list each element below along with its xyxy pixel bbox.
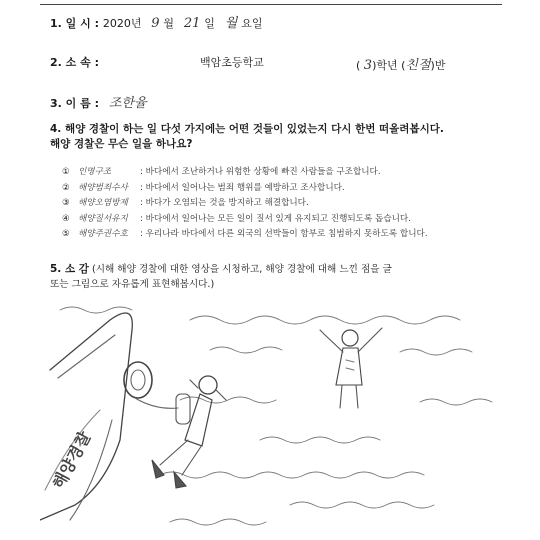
ship-lettering: 해양경찰 [48, 428, 95, 492]
item-description: : 바다가 오염되는 것을 방지하고 해결합니다. [140, 198, 309, 209]
date-weekday-unit: 요일 [241, 17, 263, 30]
list-item [62, 227, 512, 243]
item-label: 해양오염방제 [78, 198, 128, 209]
item-description: : 바다에서 일어나는 모든 일이 질서 있게 유지되고 진행되도록 돕습니다. [140, 213, 411, 224]
life-ring [124, 362, 178, 408]
affiliation-label: 2. 소 속 : [50, 56, 99, 69]
date-year: 2020년 [102, 17, 142, 30]
class-value: 친절 [405, 58, 431, 73]
student-drawing [40, 290, 520, 540]
date-day-unit: 일 [204, 17, 215, 30]
question-4 [50, 122, 510, 152]
duty-list [62, 165, 512, 243]
item-number: ② [62, 182, 70, 193]
grade-unit: )학년 ( [372, 59, 406, 72]
item-number: ③ [62, 198, 70, 209]
list-item [62, 165, 512, 181]
item-number: ⑤ [62, 229, 70, 240]
item-label: 해양주권수호 [78, 229, 128, 240]
affiliation-row [50, 54, 500, 73]
top-rule [40, 4, 502, 5]
date-weekday: 월 [224, 16, 238, 31]
item-label: 해양질서유지 [78, 213, 128, 224]
item-number: ④ [62, 213, 70, 224]
item-label: 인명구조 [78, 167, 112, 177]
date-month-unit: 월 [163, 17, 175, 30]
question-4-subtitle: 해양 경찰은 무슨 일을 하나요? [50, 138, 193, 150]
grade-value: 3 [363, 58, 373, 73]
wave-lines [60, 307, 492, 525]
question-4-title: 4. 해양 경찰이 하는 일 다섯 가지에는 어떤 것들이 있었는지 다시 한번 떠올려봅시다. [50, 123, 444, 135]
item-description: : 바다에서 일어나는 범죄 행위를 예방하고 조사합니다. [140, 182, 345, 193]
date-label: 1. 일 시 : [50, 17, 99, 30]
name-row [50, 92, 147, 111]
diver-figure [152, 376, 226, 488]
item-label: 해양범죄수사 [78, 182, 128, 193]
school-name: 백암초등학교 [200, 56, 264, 69]
coast-guard-ship [40, 313, 132, 520]
date-month: 9 [151, 16, 160, 31]
grade-class: ( 3)학년 (친절)반 [356, 58, 446, 73]
item-description: : 바다에서 조난하거나 위험한 상황에 빠진 사람들을 구조합니다. [140, 167, 381, 177]
item-description: : 우리나라 바다에서 다른 외국의 선박들이 함부로 침범하지 못하도록 합니다. [140, 229, 428, 240]
date-row [50, 12, 262, 31]
question-5-title: 5. 소 감 [50, 263, 89, 275]
list-item [62, 212, 512, 228]
question-5 [50, 262, 510, 292]
date-day: 21 [183, 16, 201, 31]
question-5-instruction-cont: 또는 그림으로 자유롭게 표현해봅시다.) [50, 279, 215, 290]
item-number: ① [62, 167, 70, 177]
list-item [62, 181, 512, 197]
name-label: 3. 이 름 : [50, 97, 99, 110]
list-item [62, 196, 512, 212]
swimmer-figure [320, 328, 382, 408]
class-unit: )반 [430, 59, 446, 72]
student-name: 조한율 [108, 96, 147, 111]
question-5-instruction: (시해 해양 경찰에 대한 영상을 시청하고, 해양 경찰에 대해 느낀 점을 글 [91, 264, 392, 275]
